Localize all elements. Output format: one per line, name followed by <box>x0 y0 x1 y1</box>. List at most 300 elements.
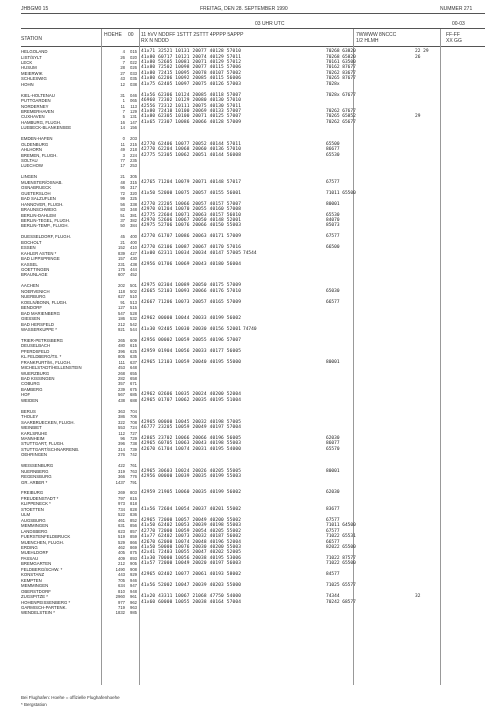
station-height: 631 <box>118 523 125 529</box>
side-mark: 74740 <box>243 326 257 332</box>
synop-code: 41x80 62305 10100 20071 40125 57007 <box>141 114 242 120</box>
station-number: 947 <box>130 583 137 589</box>
station-height: 522 <box>118 512 125 518</box>
synop-code: 41x80 72502 10098 20077 40115 57006 <box>141 65 242 71</box>
synop-code: 42956 00002 10059 20055 40196 57007 <box>141 337 242 343</box>
station-number: 815 <box>130 495 137 501</box>
station-height: 45 <box>120 234 125 240</box>
station-name: HANNOVER, FLUGH. <box>21 201 64 207</box>
extra-groups: 70262 67677 <box>326 109 356 114</box>
station-number: 688 <box>130 397 137 403</box>
station-number: 438 <box>130 261 137 267</box>
station-height: 319 <box>118 468 125 474</box>
station-name: KEMPTEN <box>21 577 42 583</box>
station-number: 818 <box>130 501 137 507</box>
extra-groups: 66500 <box>326 245 340 251</box>
station-number: 963 <box>130 604 137 610</box>
station-height: 26 <box>120 54 125 60</box>
station-height: 77 <box>120 158 125 163</box>
station-name: BOCHOLT <box>21 239 42 245</box>
synop-code: 41x75 62405 10097 20075 40126 57003 <box>141 81 242 87</box>
station-name: CUXHAVEN <box>21 114 45 120</box>
wind-gusts: 22 29 <box>415 49 429 54</box>
station-number: 444 <box>130 267 137 272</box>
station-height: 7 <box>122 59 125 65</box>
station-name: FELDBERG/SCHW. * <box>21 566 63 572</box>
station-name: MEMMINGEN <box>21 583 49 589</box>
station-number: 905 <box>130 561 137 567</box>
station-height: 72 <box>120 190 125 196</box>
extra-groups: 70242 68577 <box>326 599 356 605</box>
extra-groups: 70265 65852 <box>326 114 356 120</box>
station-name: EMDEN-HAFEN <box>21 136 53 142</box>
synop-code: 42865 23702 10066 20066 40196 56005 <box>141 435 242 441</box>
station-name: NUERBURG <box>21 294 46 300</box>
footer-legend: * Bergstation <box>21 702 47 707</box>
station-name: LUEBECK-BLANKENSEE <box>21 125 72 131</box>
station-number: 046 <box>130 92 137 98</box>
station-name: ZUGSPITZE * <box>21 594 48 599</box>
station-height: 1437 <box>115 479 125 485</box>
synop-code: 41x20 43311 10067 21068 47750 54000 <box>141 594 242 599</box>
station-number: 675 <box>130 386 137 392</box>
station-name: BERUS <box>21 408 36 414</box>
station-height: 462 <box>118 544 125 550</box>
station-number: 948 <box>130 588 137 594</box>
station-height: 83 <box>120 207 125 212</box>
station-height: 314 <box>118 446 125 452</box>
extra-groups: 67577 <box>326 234 340 240</box>
station-height: 56 <box>120 201 125 207</box>
synop-code: 42765 71204 10079 20071 40148 57017 <box>141 179 242 185</box>
station-name: NORDERNEY <box>21 103 49 109</box>
station-name: BREMGARTEN <box>21 561 52 567</box>
station-height: 268 <box>118 370 125 376</box>
extra-groups: 71025 65577 <box>326 583 356 589</box>
station-name: GUETERSLOH <box>21 190 51 196</box>
synop-code: 41x77 62402 10073 20032 40187 56002 <box>141 534 242 539</box>
station-name: FUERSTENFELDBRUCK <box>21 534 71 539</box>
station-name: MANNHEIM <box>21 435 45 441</box>
station-number: 852 <box>130 517 137 523</box>
synop-code: 41x50 52000 10075 20057 40155 56001 <box>141 190 242 196</box>
extra-groups: 86677 <box>326 147 340 153</box>
station-height: 1832 <box>115 610 125 616</box>
station-height: 212 <box>118 321 125 327</box>
station-number: 427 <box>130 250 137 256</box>
station-height: 1490 <box>115 566 125 572</box>
report-number: NUMMER 271 <box>440 6 473 12</box>
extra-groups: 71011 65500 <box>326 190 356 196</box>
column-header-rule <box>21 46 485 47</box>
station-height: 386 <box>118 414 125 420</box>
extra-groups: 65530 <box>326 212 340 218</box>
col-codes-bottom: RX N NDDD <box>141 38 169 44</box>
station-name: OBERSTDORF <box>21 588 51 594</box>
station-number: 156 <box>130 125 137 131</box>
header-rule <box>21 28 485 29</box>
extra-groups: 86077 <box>326 441 340 447</box>
extra-groups: 70265 87677 <box>326 76 356 82</box>
synop-code: 42770 22205 10066 20057 40157 57007 <box>141 201 242 207</box>
station-height: 127 <box>118 305 125 311</box>
station-name: OLDENBURG <box>21 141 49 147</box>
station-height: 805 <box>118 354 125 360</box>
station-height: 921 <box>118 326 125 332</box>
station-height: 567 <box>118 392 125 398</box>
station-number: 035 <box>130 76 137 82</box>
station-name: ERDING <box>21 544 38 550</box>
synop-code: 42965 01707 10062 20035 40195 51004 <box>141 397 242 403</box>
station-height: 202 <box>118 283 125 289</box>
station-number: 761 <box>130 463 137 469</box>
synop-code: 42970 01204 10070 20055 40160 57008 <box>141 207 242 212</box>
station-name: BAD SALZUFLEN <box>21 196 56 202</box>
station-name: AHLHORN <box>21 147 43 153</box>
station-name: FRANKFURT/M., FLUGH. <box>21 359 72 365</box>
station-height: 95 <box>120 185 125 191</box>
synop-code: 41x71 32521 10131 20077 40128 57010 <box>141 49 242 54</box>
col-extra-top: FF-FF <box>446 32 460 38</box>
col-groups-bottom: 1/2 HLMH <box>356 38 379 44</box>
extra-groups: 62030 <box>326 435 340 441</box>
synop-code: 42770 62106 10087 20067 40170 57016 <box>141 245 242 251</box>
station-number: 532 <box>130 316 137 321</box>
station-height: 91 <box>120 299 125 305</box>
station-height: 405 <box>118 550 125 556</box>
station-name: BAMBERG <box>21 386 43 392</box>
synop-code: 42975 02304 10089 20050 40175 57009 <box>141 283 242 289</box>
station-height: 16 <box>120 119 125 125</box>
station-height: 43 <box>120 76 125 82</box>
station-name: MUENSTER/OSNAB. <box>21 179 63 185</box>
station-name: GR. ARBER * <box>21 479 48 485</box>
synop-code: 42670 62000 10074 20048 40196 52004 <box>141 539 242 545</box>
station-height: 422 <box>118 463 125 469</box>
synop-code: 41x80 60717 10121 20074 40129 57011 <box>141 54 242 60</box>
station-number: 400 <box>130 239 137 245</box>
station-height: 239 <box>118 386 125 392</box>
station-height: 21 <box>120 239 125 245</box>
extra-groups: 7028x <box>326 81 340 87</box>
station-height: 17 <box>120 163 125 169</box>
station-height: 11 <box>120 141 125 147</box>
station-number: 542 <box>130 321 137 327</box>
synop-code: 41x80 72410 10100 20069 40133 57007 <box>141 109 242 114</box>
station-height: 4 <box>122 49 125 54</box>
station-number: 635 <box>130 354 137 360</box>
station-height: 2960 <box>115 594 125 599</box>
station-name: PUTTGARDEN <box>21 98 51 104</box>
report-date: FREITAG, DEN 28. SEPTEMBER 1990 <box>200 6 288 12</box>
station-name: THOLEY <box>21 414 39 420</box>
station-height: 27 <box>120 70 125 76</box>
synop-code: 42959 01904 10056 20033 40177 56005 <box>141 348 242 354</box>
station-name: TRIER-PETRISBERG <box>21 337 64 343</box>
footer-note: Bei Flughafen: Hoehe = offizielle Flughafenhoehe <box>21 695 120 700</box>
station-height: 269 <box>118 490 125 496</box>
station-name: BRAUNSCHWEIG <box>21 207 57 212</box>
station-height: 409 <box>118 555 125 561</box>
station-number: 671 <box>130 381 137 387</box>
col-extra-bottom: XX GG <box>446 38 462 44</box>
station-number: 803 <box>130 490 137 496</box>
station-height: 118 <box>118 288 125 294</box>
station-name: KL.FELDBERG/TS. * <box>21 354 62 360</box>
station-number: 856 <box>130 523 137 529</box>
extra-groups: 70162 87677 <box>326 65 356 71</box>
extra-groups: 66577 <box>326 539 340 545</box>
station-name: SCHLESWIG <box>21 76 47 82</box>
col-codes-top: 11 hVV NDDFF 1STTT 2STTT 4PPPP 5APPP <box>141 32 244 38</box>
station-number: 131 <box>130 114 137 120</box>
extra-groups: 65030 <box>326 288 340 294</box>
station-number: 658 <box>130 376 137 381</box>
synop-code: 42667 71206 10073 20057 40165 57009 <box>141 299 242 305</box>
station-name: DEUSELBACH <box>21 343 51 349</box>
station-number: 147 <box>130 119 137 125</box>
station-name: WEINBIET <box>21 425 42 430</box>
station-height: 443 <box>118 572 125 578</box>
station-name: KOELN/BONN, FLUGH. <box>21 299 68 305</box>
synop-code: 41x56 52002 10047 20039 40203 55000 <box>141 583 242 589</box>
station-name: LINGEN <box>21 174 37 180</box>
extra-groups: 70262 83677 <box>326 70 356 76</box>
synop-code: 42962 00000 10044 20033 40199 56002 <box>141 316 242 321</box>
station-number: 235 <box>130 158 137 163</box>
station-height: 719 <box>118 604 125 610</box>
station-height: 810 <box>118 588 125 594</box>
station-number: 430 <box>130 256 137 262</box>
station-number: 400 <box>130 234 137 240</box>
station-height: 265 <box>118 337 125 343</box>
station-name: FREUDENSTADT * <box>21 495 59 501</box>
station-number: 609 <box>130 337 137 343</box>
station-name: KASSEL <box>21 261 38 267</box>
station-name: HUSUM <box>21 65 37 71</box>
station-name: BERLIN-DAHLEM <box>21 212 56 218</box>
station-number: 325 <box>130 196 137 202</box>
synop-code: 42770 62204 10068 20060 40136 57010 <box>141 147 242 153</box>
extra-groups: 80001 <box>326 359 340 365</box>
station-height: 5 <box>122 114 125 120</box>
station-number: 510 <box>130 294 137 300</box>
synop-code: 41x65 72307 10086 20066 40128 57009 <box>141 119 242 125</box>
extra-groups: 71022 65531 <box>326 534 356 539</box>
station-name: OEHRINGEN <box>21 452 48 458</box>
station-number: 724 <box>130 425 137 430</box>
station-name: HELGOLAND <box>21 49 48 54</box>
station-number: 836 <box>130 512 137 518</box>
station-number: 985 <box>130 610 137 616</box>
obs-time-right: 00-03 <box>452 21 465 27</box>
station-name: KLIPPENECK * <box>21 501 51 507</box>
station-name: HAMBURG, FLUGH. <box>21 119 62 125</box>
station-name: GIESSEN <box>21 316 41 321</box>
station-name: LANDSBERG <box>21 528 48 534</box>
station-height: 175 <box>118 267 125 272</box>
station-name: AACHEN <box>21 283 39 289</box>
station-height: 7 <box>122 109 125 114</box>
synop-code: 41x60 60000 10055 20038 40164 57004 <box>141 599 242 605</box>
station-name: KARLSRUHE <box>21 430 48 436</box>
station-number: 685 <box>130 392 137 398</box>
extra-groups: 85073 <box>326 223 340 229</box>
synop-code: 42962 02606 10035 20024 40200 52004 <box>141 392 242 398</box>
station-height: 734 <box>118 506 125 512</box>
side-mark: 74544 <box>243 250 257 256</box>
station-number: 129 <box>130 109 137 114</box>
synop-code: 42556 72312 10111 20075 40130 57011 <box>141 103 242 109</box>
extra-groups: 70268 63820 <box>326 49 356 54</box>
station-name: SAARBRUECKEN, FLUGH. <box>21 419 75 425</box>
station-number: 655 <box>130 370 137 376</box>
station-name: PASSAU <box>21 555 39 561</box>
synop-code: 42959 21905 10060 20035 40199 56002 <box>141 490 242 496</box>
station-height: 96 <box>120 435 125 441</box>
station-height: 634 <box>118 583 125 589</box>
station-height: 547 <box>118 310 125 316</box>
station-height: 977 <box>118 599 125 605</box>
station-height: 366 <box>118 474 125 480</box>
synop-code: 41x50 62402 10053 20039 40198 55003 <box>141 523 242 529</box>
station-name: LECK <box>21 59 33 65</box>
station-number: 625 <box>130 348 137 354</box>
station-number: 763 <box>130 468 137 474</box>
station-height: 519 <box>118 534 125 539</box>
synop-code: 42775 22604 10071 20063 40157 56010 <box>141 212 242 218</box>
station-height: 31 <box>120 92 125 98</box>
station-number: 410 <box>130 245 137 251</box>
station-name: BREMERHAVEN <box>21 109 54 114</box>
synop-code: 42970 52606 10067 20050 40148 52001 <box>141 217 242 223</box>
station-height: 157 <box>118 256 125 262</box>
station-number: 729 <box>130 435 137 441</box>
station-name: FREIBURG <box>21 490 44 496</box>
station-name: BAD HERSFELD <box>21 321 54 327</box>
extra-groups: 67577 <box>326 179 340 185</box>
station-height: 14 <box>120 125 125 131</box>
station-name: KIEL-HOLTENAU <box>21 92 55 98</box>
station-height: 212 <box>118 561 125 567</box>
station-height: 276 <box>118 452 125 458</box>
station-number: 253 <box>130 163 137 169</box>
synop-code: 41x50 50000 10076 20030 40200 55003 <box>141 544 242 550</box>
station-name: PFERDSFELD <box>21 348 50 354</box>
extra-groups: 70262 65677 <box>326 119 356 125</box>
station-height: 51 <box>120 212 125 218</box>
station-number: 502 <box>130 288 137 294</box>
station-name: MEIERWIK <box>21 70 43 76</box>
station-height: 50 <box>120 223 125 229</box>
extra-groups: 66577 <box>326 299 340 305</box>
extra-groups: 67577 <box>326 517 340 523</box>
station-name: MICHELSTADT/HELLENSTEIN <box>21 365 82 371</box>
station-number: 742 <box>130 452 137 458</box>
synop-code: 41x57 72000 10049 20020 40197 56003 <box>141 561 242 567</box>
synop-code: 42x41 72403 10055 20047 40202 52005 <box>141 550 242 556</box>
station-height: 322 <box>118 419 125 425</box>
station-number: 022 <box>130 59 137 65</box>
station-height: 363 <box>118 408 125 414</box>
station-number: 452 <box>130 272 137 278</box>
station-height: 529 <box>118 539 125 545</box>
station-number: 857 <box>130 528 137 534</box>
synop-code: 42965 12103 10059 20040 40195 55000 <box>141 359 242 365</box>
station-height: 438 <box>118 397 125 403</box>
synop-code: 42770 62406 10077 20052 40144 57011 <box>141 141 242 147</box>
station-name: BAD MARIENBERG <box>21 310 60 316</box>
extra-groups: 7028x 67677 <box>326 92 356 98</box>
station-number: 065 <box>130 98 137 104</box>
station-name: LUECHOW <box>21 163 43 169</box>
station-number: 513 <box>130 299 137 305</box>
station-height: 357 <box>118 381 125 387</box>
synop-code: 42956 01706 10069 20043 40180 56004 <box>141 261 242 267</box>
extra-groups: 71011 64500 <box>326 523 356 529</box>
station-height: 49 <box>120 147 125 153</box>
station-number: 893 <box>130 555 137 561</box>
station-name: BERLIN-TEGEL, FLUGH. <box>21 217 71 223</box>
col-num: 00 <box>128 32 134 38</box>
extra-groups: 71022 87577 <box>326 555 356 561</box>
station-number: 708 <box>130 419 137 425</box>
station-number: 962 <box>130 599 137 605</box>
station-name: GOETTINGEN <box>21 267 50 272</box>
synop-code: 42665 52103 10093 20066 40176 57010 <box>141 288 242 294</box>
extra-groups: 65530 <box>326 152 340 158</box>
station-number: 320 <box>130 190 137 196</box>
station-number: 015 <box>130 49 137 54</box>
station-name: LIST/SYLT <box>21 54 42 60</box>
synop-code: 42965 02402 10077 20061 40193 58002 <box>141 572 242 578</box>
station-height: 28 <box>120 65 125 71</box>
station-name: NUERNBERG <box>21 468 49 474</box>
station-number: 038 <box>130 81 137 87</box>
station-height: 461 <box>118 517 125 523</box>
divider-codes <box>139 29 140 685</box>
station-number: 776 <box>130 474 137 480</box>
station-number: 866 <box>130 539 137 545</box>
station-number: 381 <box>130 212 137 218</box>
station-number: 859 <box>130 534 137 539</box>
station-number: 875 <box>130 550 137 556</box>
synop-code: 42670 61704 10074 20031 40195 54000 <box>141 446 242 452</box>
station-height: 453 <box>118 365 125 371</box>
extra-groups: 62030 <box>326 490 340 496</box>
station-height: 705 <box>118 577 125 583</box>
station-name: WEIDEN <box>21 397 39 403</box>
synop-code: 41x80 72415 10095 20078 40107 57002 <box>141 70 242 76</box>
station-height: 0 <box>122 136 125 142</box>
station-number: 218 <box>130 147 137 153</box>
station-name: BAD KISSINGEN <box>21 376 55 381</box>
synop-code: 41x80 52605 10081 20071 40129 57012 <box>141 59 242 65</box>
station-name: BENDORF <box>21 305 43 311</box>
station-height: 48 <box>120 179 125 185</box>
station-name: SOLTAU <box>21 158 38 163</box>
station-number: 869 <box>130 544 137 550</box>
top-rule <box>21 13 485 14</box>
station-number: 615 <box>130 343 137 349</box>
station-name: GARMISCH-PARTENK. <box>21 604 67 610</box>
station-name: REGENSBURG <box>21 474 52 480</box>
station-height: 231 <box>118 261 125 267</box>
station-height: 12 <box>120 81 125 87</box>
synop-code: 41x56 72604 10054 20037 40201 55002 <box>141 506 242 512</box>
station-height: 3 <box>122 152 125 158</box>
synop-code: 42965 00000 10045 20032 40198 57005 <box>141 419 242 425</box>
